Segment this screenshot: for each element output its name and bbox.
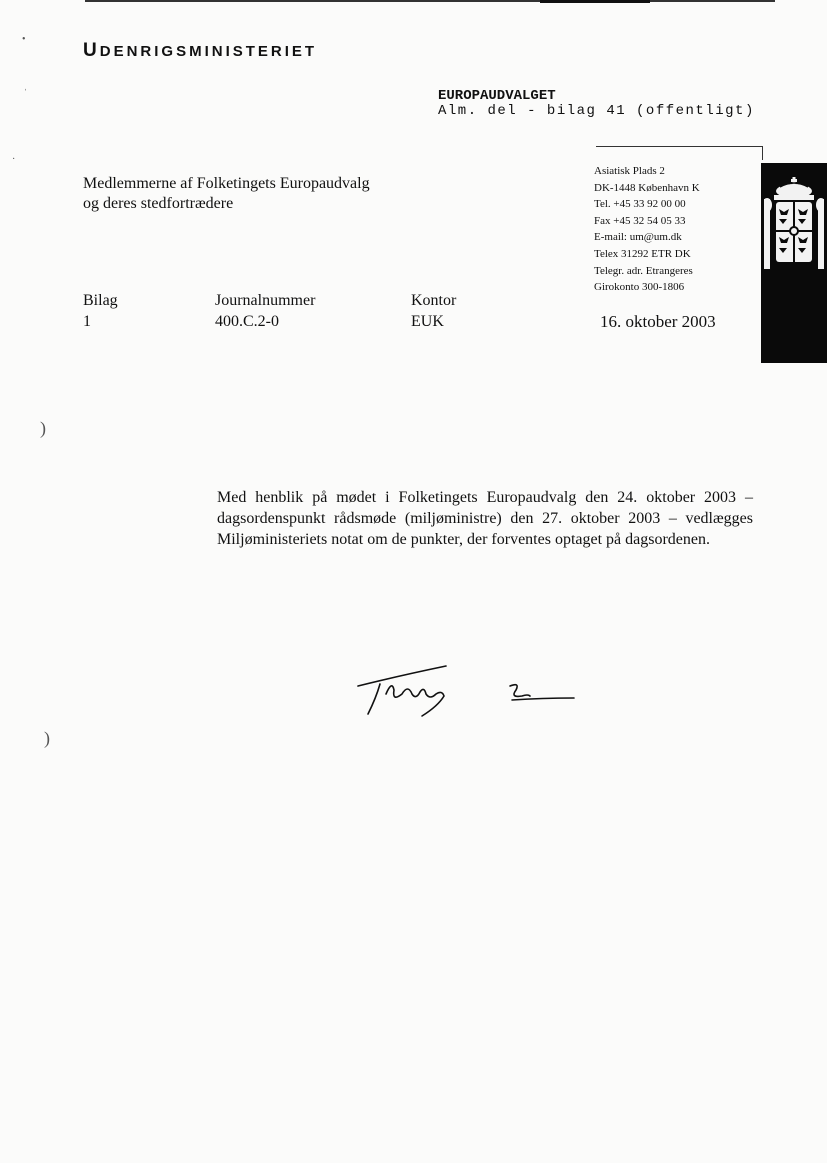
address-line: Tel. +45 33 92 00 00 [594,198,686,211]
address-line: Telex 31292 ETR DK [594,247,691,260]
sender-address [594,163,700,296]
letter-body: Med henblik på mødet i Folketingets Europaudvalg den 24. oktober 2003 – dagsordenspunkt rådsmøde (miljøministre) den 27. oktober 2003 – vedlægges Miljøministeriets notat om de punkter, der forventes optaget på dagsordenen. [217,489,753,548]
ministry-rest: DENRIGSMINISTERIET [99,43,318,60]
crest-icon [764,177,824,277]
address-line: E-mail: um@um.dk [594,231,682,244]
address-rule [596,146,762,147]
bilag-value: 1 [83,313,91,330]
recipient-line-2: og deres stedfortrædere [83,195,234,212]
address-line: Fax +45 32 54 05 33 [594,214,686,227]
punch-hole-mark: ) [40,418,46,438]
punch-hole-mark: ) [44,728,50,748]
ministry-name [83,40,317,62]
journal-value: 400.C.2-0 [215,313,279,330]
ministry-initial: U [83,40,100,61]
bilag-label: Bilag [83,292,118,309]
stamp-subtitle: Alm. del - bilag 41 (offentligt) [438,103,755,119]
address-line: Telegr. adr. Etrangeres [594,264,693,277]
address-line: Asiatisk Plads 2 [594,165,665,177]
letter-date: 16. oktober 2003 [600,312,716,331]
scan-speck: • [22,34,26,45]
address-line: DK-1448 København K [594,181,700,194]
stamp-title: EUROPAUDVALGET [438,88,556,104]
scan-speck: · [12,154,16,165]
kontor-value: EUK [411,313,444,330]
recipient-line-1: Medlemmerne af Folketingets Europaudvalg [83,175,370,192]
crest-bar [761,163,827,363]
signature-icon [340,660,580,720]
scan-speck: ˌ [24,80,28,91]
address-rule-tick [762,146,763,160]
scan-top-edge [85,0,775,2]
address-line: Girokonto 300-1806 [594,281,685,294]
journal-label: Journalnummer [215,292,316,309]
kontor-label: Kontor [411,292,457,309]
recipient [83,174,370,214]
scan-top-edge-thick [540,0,650,3]
